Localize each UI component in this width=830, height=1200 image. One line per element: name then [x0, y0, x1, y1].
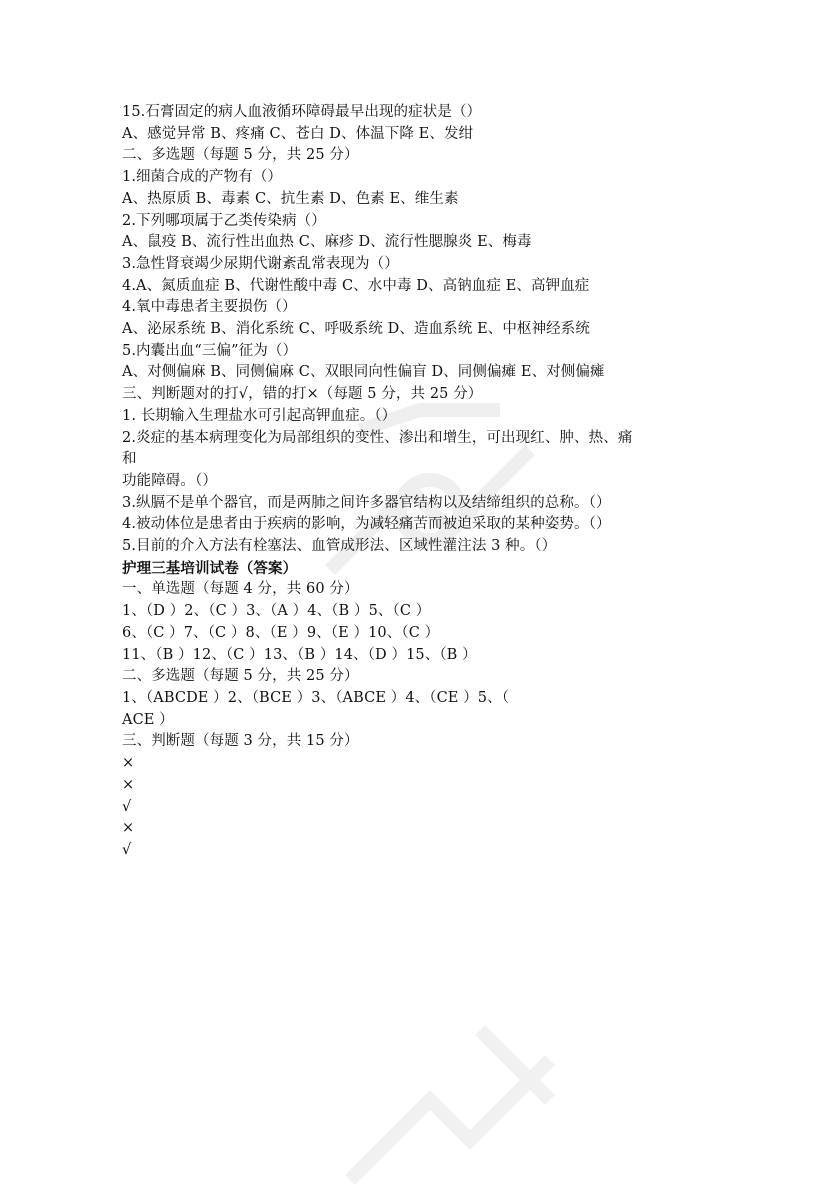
answer-section-single-choice: 一、单选题（每题 4 分，共 60 分） — [122, 581, 359, 598]
question-15: 15.石膏固定的病人血液循环障碍最早出现的症状是（） — [122, 104, 482, 120]
mc-question-2: 2.下列哪项属于乙类传染病（） — [122, 212, 326, 229]
mc-question-1: 1.细菌合成的产物有（） — [122, 169, 283, 186]
mc-question-3: 3.急性肾衰竭少尿期代谢紊乱常表现为（） — [122, 255, 399, 272]
tf-question-1: 1. 长期输入生理盐水可引起高钾血症。（） — [122, 407, 397, 424]
tf-answer-3: √ — [122, 798, 132, 815]
mc-question-4-options: A、泌尿系统 B、消化系统 C、呼吸系统 D、造血系统 E、中枢神经系统 — [122, 321, 590, 338]
answer-section-multiple-choice: 二、多选题（每题 5 分，共 25 分） — [122, 668, 359, 685]
tf-answer-2: × — [122, 776, 135, 793]
watermark-graphic-bottom — [330, 1000, 570, 1200]
answer-section-true-false: 三、判断题（每题 3 分，共 15 分） — [122, 733, 359, 750]
answer-row-2: 6、（C ）7、（C ）8、（E ）9、（E ）10、（C ） — [122, 624, 440, 641]
tf-question-2-continued: 和 — [122, 451, 137, 468]
tf-question-4: 4.被动体位是患者由于疾病的影响，为减轻痛苦而被迫采取的某种姿势。（） — [122, 516, 611, 533]
mc-question-1-options: A、热原质 B、毒素 C、抗生素 D、色素 E、维生素 — [122, 190, 459, 207]
tf-question-2-end: 功能障碍。（） — [122, 472, 217, 489]
answer-row-3: 11、（B ）12、（C ）13、（B ）14、（D ）15、（B ） — [122, 646, 477, 663]
answer-row-mc-continued: ACE ） — [122, 711, 174, 728]
answer-key-title: 护理三基培训试卷（答案） — [122, 559, 298, 577]
tf-question-3: 3.纵膈不是单个器官，而是两肺之间许多器官结构以及结缔组织的总称。（） — [122, 494, 611, 511]
question-15-options: A、感觉异常 B、疼痛 C、苍白 D、体温下降 E、发绀 — [122, 125, 474, 142]
answer-row-mc: 1、（ABCDE ）2、（BCE ）3、（ABCE ）4、（CE ）5、（ — [122, 689, 510, 706]
section-heading-true-false: 三、判断题对的打√，错的打×（每题 5 分，共 25 分） — [122, 386, 483, 403]
document-body — [122, 102, 712, 862]
mc-question-3-options: 4.A、氮质血症 B、代谢性酸中毒 C、水中毒 D、高钠血症 E、高钾血症 — [122, 277, 590, 294]
mc-question-5-options: A、对侧偏麻 B、同侧偏麻 C、双眼同向性偏盲 D、同侧偏瘫 E、对侧偏瘫 — [122, 364, 605, 381]
mc-question-2-options: A、鼠疫 B、流行性出血热 C、麻疹 D、流行性腮腺炎 E、梅毒 — [122, 234, 532, 251]
section-heading-multiple-choice: 二、多选题（每题 5 分，共 25 分） — [122, 147, 359, 164]
answer-row-1: 1、（D ）2、（C ）3、（A ）4、（B ）5、（C ） — [122, 603, 431, 620]
tf-question-2: 2.炎症的基本病理变化为局部组织的变性、渗出和增生，可出现红、肿、热、痛 — [122, 429, 633, 446]
tf-answer-5: √ — [122, 841, 132, 858]
tf-answer-4: × — [122, 820, 135, 837]
tf-answer-1: × — [122, 755, 135, 772]
tf-question-5: 5.目前的介入方法有栓塞法、血管成形法、区域性灌注法 3 种。（） — [122, 538, 557, 555]
mc-question-4: 4.氧中毒患者主要损伤（） — [122, 299, 297, 316]
mc-question-5: 5.内囊出血“三偏”征为（） — [122, 342, 298, 359]
